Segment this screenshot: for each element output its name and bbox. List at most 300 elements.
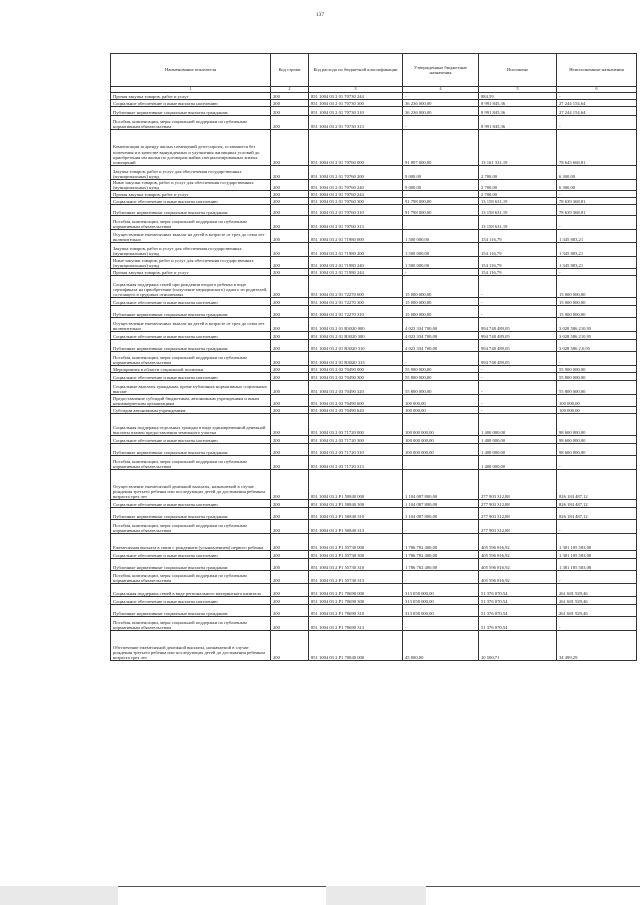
row-line-code: 200 bbox=[271, 340, 309, 352]
row-unexecuted: - bbox=[557, 216, 637, 230]
row-approved: 55 800 000,00 bbox=[403, 381, 479, 395]
row-approved: - bbox=[403, 617, 479, 631]
row-budget-code: 851 1004 03 2 03 71720 310 bbox=[309, 444, 403, 456]
row-line-code: 200 bbox=[271, 520, 309, 534]
row-executed: 8 991 845,36 bbox=[479, 100, 557, 107]
row-budget-code: 851 1004 03 2 P1 70690 313 bbox=[309, 617, 403, 631]
row-line-code: 200 bbox=[271, 130, 309, 166]
row-budget-code: 851 1004 03 2 03 70490 000 bbox=[309, 366, 403, 373]
row-name: Компенсация за аренду жилых помещений дети-сироты, оставшиеся без попечения и в качестве вынужденных и улучшения жилищных условий до приобретения им жилья по договорам найма специализированных жилых помещений bbox=[111, 130, 271, 166]
row-line-code: 200 bbox=[271, 456, 309, 470]
row-executed: 2 700,00 bbox=[479, 191, 557, 198]
row-budget-code: 851 1004 03 2 03 70490 300 bbox=[309, 373, 403, 381]
row-approved: 9 000,00 bbox=[403, 180, 479, 191]
table-row bbox=[111, 93, 637, 100]
row-name: Социальное обеспечение и иные выплаты населению bbox=[111, 500, 271, 508]
row-unexecuted: - bbox=[557, 116, 637, 130]
row-unexecuted: 27 244 154,64 bbox=[557, 107, 637, 116]
row-name: Прочая закупка товаров, работ и услуг bbox=[111, 269, 271, 276]
row-budget-code: 851 1004 03 2 P1 55730 313 bbox=[309, 571, 403, 584]
row-budget-code: 851 1004 03 2 P1 50840 000 bbox=[309, 470, 403, 500]
table-row bbox=[111, 551, 637, 559]
row-executed: 994 748 489,05 bbox=[479, 352, 557, 366]
table-row bbox=[111, 617, 637, 631]
row-line-code: 200 bbox=[271, 298, 309, 306]
header-executed: Исполнено bbox=[479, 54, 557, 87]
row-approved: - bbox=[403, 93, 479, 100]
row-approved: - bbox=[403, 216, 479, 230]
row-executed: - bbox=[479, 381, 557, 395]
table-row bbox=[111, 257, 637, 269]
row-approved: 91 807 000,00 bbox=[403, 130, 479, 166]
row-name: Публичные нормативные социальные выплаты гражданам bbox=[111, 444, 271, 456]
header-unexecuted: Неисполненные назначения bbox=[557, 54, 637, 87]
row-name: Прочая закупка товаров, работ и услуг bbox=[111, 93, 271, 100]
row-approved: - bbox=[403, 191, 479, 198]
row-executed: 51 376 070,54 bbox=[479, 584, 557, 597]
row-line-code: 200 bbox=[271, 243, 309, 257]
row-executed: 154 116,79 bbox=[479, 257, 557, 269]
row-name: Социальное обеспечение и иные выплаты населению bbox=[111, 332, 271, 340]
row-unexecuted: 3 028 586 2,0,95 bbox=[557, 340, 637, 352]
row-unexecuted: 78 639 368,81 bbox=[557, 205, 637, 216]
row-unexecuted: - bbox=[557, 191, 637, 198]
table-row bbox=[111, 470, 637, 500]
row-name: Прочая закупка товаров, работ и услуг bbox=[111, 191, 271, 198]
row-line-code: 200 bbox=[271, 381, 309, 395]
row-line-code: 200 bbox=[271, 205, 309, 216]
header-budget-code: Код расхода по бюджетной классификации bbox=[309, 54, 403, 87]
row-executed: 277 903 312,88 bbox=[479, 508, 557, 520]
column-number: 3 bbox=[309, 87, 403, 93]
row-budget-code: 851 1004 03 2 P1 70690 310 bbox=[309, 605, 403, 617]
row-name: Пособия, компенсации, меры социальной поддержки по публичным нормативным обязательствам bbox=[111, 520, 271, 534]
row-name: Социальное обеспечение и иные выплаты населению bbox=[111, 436, 271, 444]
row-executed: 10 500,71 bbox=[479, 631, 557, 661]
row-executed: 13 161 331,19 bbox=[479, 130, 557, 166]
table-row bbox=[111, 534, 637, 551]
row-approved: 313 058 000,00 bbox=[403, 584, 479, 597]
row-unexecuted: 826 184 487,12 bbox=[557, 500, 637, 508]
row-executed: 994 748 489,05 bbox=[479, 332, 557, 340]
row-name: Социальная поддержка семей при рождении второго ребенка в виде сертификата на приобретение (получение медицинского) одного из родителей, состоящего в трудовых отношениях bbox=[111, 276, 271, 298]
row-budget-code: 851 1004 03 2 01 72270 310 bbox=[309, 306, 403, 318]
row-budget-code: 851 1004 03 2 P1 55730 310 bbox=[309, 559, 403, 571]
row-name: Социальное обеспечение и иные выплаты населению bbox=[111, 373, 271, 381]
row-executed: 8 991 845,36 bbox=[479, 107, 557, 116]
row-approved: 1 500 000,00 bbox=[403, 230, 479, 243]
row-executed: 277 903 312,88 bbox=[479, 500, 557, 508]
row-unexecuted: 27 244 154,64 bbox=[557, 100, 637, 107]
row-executed: 1 400 000,00 bbox=[479, 444, 557, 456]
row-line-code: 200 bbox=[271, 605, 309, 617]
table-row bbox=[111, 373, 637, 381]
row-name: Иные закупки товаров, работ и услуг для обеспечения государственных (муниципальных) нужд bbox=[111, 180, 271, 191]
row-executed: 405 596 816,92 bbox=[479, 551, 557, 559]
row-budget-code: 851 1004 03 2 01 71980 200 bbox=[309, 243, 403, 257]
row-line-code: 200 bbox=[271, 414, 309, 436]
row-executed: 13 158 631,19 bbox=[479, 205, 557, 216]
row-executed: - bbox=[479, 366, 557, 373]
row-line-code: 200 bbox=[271, 366, 309, 373]
row-approved: 1 786 782 400,00 bbox=[403, 534, 479, 551]
table-row bbox=[111, 243, 637, 257]
row-budget-code: 851 1004 03 2 01 70730 310 bbox=[309, 107, 403, 116]
table-row bbox=[111, 571, 637, 584]
row-approved: 55 800 000,00 bbox=[403, 373, 479, 381]
row-executed: 277 903 312,88 bbox=[479, 470, 557, 500]
row-budget-code: 851 1004 03 2 P1 55730 300 bbox=[309, 551, 403, 559]
row-line-code: 200 bbox=[271, 230, 309, 243]
table-row bbox=[111, 130, 637, 166]
row-budget-code: 851 1004 03 2 01 70760 200 bbox=[309, 166, 403, 180]
row-line-code: 200 bbox=[271, 318, 309, 332]
row-unexecuted: 1 345 883,21 bbox=[557, 257, 637, 269]
row-unexecuted: 55 900 000,00 bbox=[557, 366, 637, 373]
row-approved: 36 236 000,00 bbox=[403, 100, 479, 107]
row-name: Пособия, компенсации, меры социальной поддержки по публичным нормативным обязательствам bbox=[111, 116, 271, 130]
row-executed: 994 748 489,05 bbox=[479, 318, 557, 332]
row-name: Социальное обеспечение и иные выплаты населению bbox=[111, 100, 271, 107]
row-unexecuted: 55 800 000,00 bbox=[557, 373, 637, 381]
row-name: Пособия, компенсации, меры социальной поддержки по публичным нормативным обязательствам bbox=[111, 571, 271, 584]
row-line-code: 200 bbox=[271, 534, 309, 551]
table-row bbox=[111, 166, 637, 180]
row-budget-code: 851 1004 03 2 01 70760 313 bbox=[309, 216, 403, 230]
row-line-code: 200 bbox=[271, 617, 309, 631]
table-row bbox=[111, 559, 637, 571]
row-approved: 100 000 000,00 bbox=[403, 414, 479, 436]
column-number: 6 bbox=[557, 87, 637, 93]
row-budget-code: 851 1004 03 2 01 72270 300 bbox=[309, 298, 403, 306]
row-line-code: 200 bbox=[271, 571, 309, 584]
row-name: Публичные нормативные социальные выплаты гражданам bbox=[111, 107, 271, 116]
row-unexecuted: 6 300,00 bbox=[557, 166, 637, 180]
table-row bbox=[111, 366, 637, 373]
row-unexecuted: 15 000 000,00 bbox=[557, 306, 637, 318]
row-line-code: 200 bbox=[271, 444, 309, 456]
row-executed: 1 400 000,00 bbox=[479, 456, 557, 470]
row-unexecuted: 98 600 000,00 bbox=[557, 414, 637, 436]
row-approved: 313 058 000,00 bbox=[403, 605, 479, 617]
table-row bbox=[111, 298, 637, 306]
row-line-code: 200 bbox=[271, 269, 309, 276]
row-approved: 4 023 334 700,00 bbox=[403, 318, 479, 332]
table-row bbox=[111, 230, 637, 243]
row-executed: 884,59 bbox=[479, 93, 557, 100]
row-unexecuted: 34 499,29 bbox=[557, 631, 637, 661]
row-approved: 1 500 000,00 bbox=[403, 257, 479, 269]
row-line-code: 200 bbox=[271, 395, 309, 407]
row-budget-code: 851 1004 03 2 01 72270 000 bbox=[309, 276, 403, 298]
row-unexecuted: - bbox=[557, 269, 637, 276]
row-name: Обеспечение ежемесячной денежной выплаты, назначаемой в случае рождения третьего ребенка или последующих детей до достижения ребенком возраста трех лет bbox=[111, 631, 271, 661]
table-row bbox=[111, 395, 637, 407]
table-row bbox=[111, 407, 637, 414]
row-name: Публичные нормативные социальные выплаты гражданам bbox=[111, 605, 271, 617]
row-budget-code: 851 1004 03 2 01 R3020 300 bbox=[309, 332, 403, 340]
row-budget-code: 851 1004 03 2 01 R3020 000 bbox=[309, 318, 403, 332]
row-line-code: 200 bbox=[271, 116, 309, 130]
row-name: Социальная поддержка отдельных граждан в виде единовременной денежной выплаты взамен предоставления земельного участка bbox=[111, 414, 271, 436]
row-name: Иные закупки товаров, работ и услуг для обеспечения государственных (муниципальных) нужд bbox=[111, 257, 271, 269]
table-row bbox=[111, 436, 637, 444]
row-approved: 313 058 000,00 bbox=[403, 597, 479, 605]
row-approved: 45 000,00 bbox=[403, 631, 479, 661]
row-approved: 1 786 782 400,00 bbox=[403, 559, 479, 571]
row-unexecuted: 78 645 668,81 bbox=[557, 130, 637, 166]
footer-scan-shade-right bbox=[326, 886, 426, 905]
row-line-code: 200 bbox=[271, 559, 309, 571]
row-budget-code: 851 1004 03 2 01 R3020 313 bbox=[309, 352, 403, 366]
table-row bbox=[111, 605, 637, 617]
row-executed: 2 700,00 bbox=[479, 166, 557, 180]
row-unexecuted: 826 184 487,12 bbox=[557, 508, 637, 520]
row-name: Предоставление субсидий бюджетным, автономным учреждениям и иным некоммерческим организациям bbox=[111, 395, 271, 407]
row-name: Социальное обеспечение и иные выплаты населению bbox=[111, 198, 271, 205]
row-unexecuted: - bbox=[557, 571, 637, 584]
table-row bbox=[111, 352, 637, 366]
row-budget-code: 851 1004 03 2 01 70760 310 bbox=[309, 205, 403, 216]
table-row bbox=[111, 500, 637, 508]
row-executed: - bbox=[479, 276, 557, 298]
row-name: Социальное обеспечение и иные выплаты населению bbox=[111, 551, 271, 559]
row-budget-code: 851 1004 03 2 03 71720 300 bbox=[309, 436, 403, 444]
row-approved: 100 000,00 bbox=[403, 395, 479, 407]
row-unexecuted: 261 681 929,46 bbox=[557, 605, 637, 617]
row-budget-code: 851 1004 03 2 03 71720 000 bbox=[309, 414, 403, 436]
row-name: Пособия, компенсации, меры социальной поддержки по публичным нормативным обязательствам bbox=[111, 456, 271, 470]
row-unexecuted: 3 028 586 210,95 bbox=[557, 332, 637, 340]
row-line-code: 200 bbox=[271, 107, 309, 116]
table-row bbox=[111, 508, 637, 520]
row-executed: 994 748 489,05 bbox=[479, 340, 557, 352]
table-row bbox=[111, 584, 637, 597]
row-name: Осуществление ежемесячной денежной выплаты, назначаемой в случае рождения третьего ребенка или последующих детей до достижения ребенком возраста трех лет bbox=[111, 470, 271, 500]
row-budget-code: 851 1004 03 2 01 70760 300 bbox=[309, 198, 403, 205]
row-line-code: 200 bbox=[271, 216, 309, 230]
table-row bbox=[111, 306, 637, 318]
row-line-code: 200 bbox=[271, 180, 309, 191]
row-executed: - bbox=[479, 407, 557, 414]
row-budget-code: 851 1004 03 2 03 70490 320 bbox=[309, 381, 403, 395]
row-budget-code: 851 1004 03 2 03 70490 620 bbox=[309, 407, 403, 414]
row-budget-code: 851 1004 03 2 01 70730 313 bbox=[309, 116, 403, 130]
row-executed: 13 158 631,19 bbox=[479, 216, 557, 230]
row-approved: 15 000 000,00 bbox=[403, 306, 479, 318]
row-name: Публичные нормативные социальные выплаты гражданам bbox=[111, 508, 271, 520]
row-executed: - bbox=[479, 306, 557, 318]
row-approved: 9 000,00 bbox=[403, 166, 479, 180]
row-line-code: 200 bbox=[271, 198, 309, 205]
row-budget-code: 851 1004 03 2 P1 50840 300 bbox=[309, 500, 403, 508]
row-budget-code: 851 1004 03 2 01 R3020 310 bbox=[309, 340, 403, 352]
row-name: Публичные нормативные социальные выплаты гражданам bbox=[111, 559, 271, 571]
row-unexecuted: - bbox=[557, 456, 637, 470]
row-line-code: 200 bbox=[271, 597, 309, 605]
row-approved: - bbox=[403, 352, 479, 366]
column-number: 4 bbox=[403, 87, 479, 93]
row-unexecuted: 1 345 883,21 bbox=[557, 230, 637, 243]
row-line-code: 200 bbox=[271, 584, 309, 597]
row-name: Публичные нормативные социальные выплаты гражданам bbox=[111, 340, 271, 352]
row-line-code: 200 bbox=[271, 93, 309, 100]
row-line-code: 200 bbox=[271, 166, 309, 180]
table-header-row bbox=[111, 54, 637, 87]
page-number: 137 bbox=[315, 12, 325, 18]
row-line-code: 200 bbox=[271, 631, 309, 661]
row-budget-code: 851 1004 03 2 01 71980 240 bbox=[309, 257, 403, 269]
row-budget-code: 851 1004 03 2 01 70760 000 bbox=[309, 130, 403, 166]
row-executed: 154 116,79 bbox=[479, 243, 557, 257]
row-budget-code: 851 1004 03 2 P1 50840 313 bbox=[309, 520, 403, 534]
row-approved: 1 104 087 800,00 bbox=[403, 508, 479, 520]
row-name: Социальная поддержка семей в виде регионального материнского капитала bbox=[111, 584, 271, 597]
row-executed: 154 116,79 bbox=[479, 230, 557, 243]
row-line-code: 200 bbox=[271, 332, 309, 340]
row-name: Субсидии автономным учреждениям bbox=[111, 407, 271, 414]
row-unexecuted: 6 300,00 bbox=[557, 180, 637, 191]
table-row bbox=[111, 414, 637, 436]
row-line-code: 200 bbox=[271, 500, 309, 508]
row-budget-code: 851 1004 03 2 P1 70690 300 bbox=[309, 597, 403, 605]
column-number: 2 bbox=[271, 87, 309, 93]
row-line-code: 200 bbox=[271, 436, 309, 444]
row-budget-code: 851 1004 03 2 01 70730 300 bbox=[309, 100, 403, 107]
row-name: Ежемесячная выплата в связи с рождением (усыновлением) первого ребенка bbox=[111, 534, 271, 551]
row-approved: 100 000,00 bbox=[403, 407, 479, 414]
row-executed: 1 400 000,00 bbox=[479, 436, 557, 444]
row-approved: - bbox=[403, 520, 479, 534]
row-line-code: 200 bbox=[271, 306, 309, 318]
row-approved: 55 900 000,00 bbox=[403, 366, 479, 373]
row-line-code: 200 bbox=[271, 508, 309, 520]
table-row bbox=[111, 116, 637, 130]
row-name: Закупка товаров, работ и услуг для обеспечения государственных (муниципальных) нужд bbox=[111, 243, 271, 257]
row-name: Пособия, компенсации, меры социальной поддержки по публичным нормативным обязательствам bbox=[111, 216, 271, 230]
header-line-code: Код строки bbox=[271, 54, 309, 87]
row-approved: 15 000 000,00 bbox=[403, 298, 479, 306]
row-approved: - bbox=[403, 456, 479, 470]
table-row bbox=[111, 198, 637, 205]
row-executed: - bbox=[479, 298, 557, 306]
header-approved: Утвержденные бюджетные назначения bbox=[403, 54, 479, 87]
column-number: 5 bbox=[479, 87, 557, 93]
row-name: Мероприятия в области социальной политики bbox=[111, 366, 271, 373]
row-approved: - bbox=[403, 571, 479, 584]
table-row bbox=[111, 107, 637, 116]
row-approved: 36 236 000,00 bbox=[403, 107, 479, 116]
table-row bbox=[111, 269, 637, 276]
row-unexecuted: 15 000 000,00 bbox=[557, 298, 637, 306]
row-unexecuted: - bbox=[557, 352, 637, 366]
row-unexecuted: 1 345 883,21 bbox=[557, 243, 637, 257]
column-number: 1 bbox=[111, 87, 271, 93]
row-unexecuted: - bbox=[557, 617, 637, 631]
row-approved: 91 798 000,00 bbox=[403, 205, 479, 216]
row-name: Закупка товаров, работ и услуг для обеспечения государственных (муниципальных) нужд bbox=[111, 166, 271, 180]
row-name: Пособия, компенсации, меры социальной поддержки по публичным нормативным обязательствам bbox=[111, 617, 271, 631]
row-unexecuted: 78 639 368,81 bbox=[557, 198, 637, 205]
row-name: Социальные выплаты гражданам, кроме публичных нормативных социальных выплат bbox=[111, 381, 271, 395]
table-body bbox=[111, 93, 637, 661]
row-unexecuted: 55 800 000,00 bbox=[557, 381, 637, 395]
row-approved: 91 798 000,00 bbox=[403, 198, 479, 205]
row-name: Осуществление ежемесячных выплат на детей в возрасте от трех до семи лет включительно bbox=[111, 230, 271, 243]
row-line-code: 200 bbox=[271, 407, 309, 414]
table-row bbox=[111, 631, 637, 661]
row-budget-code: 851 1004 03 2 01 71980 244 bbox=[309, 269, 403, 276]
row-executed: 405 596 816,92 bbox=[479, 534, 557, 551]
row-name: Социальное обеспечение и иные выплаты населению bbox=[111, 597, 271, 605]
table-row bbox=[111, 276, 637, 298]
row-approved: 1 500 000,00 bbox=[403, 243, 479, 257]
row-budget-code: 851 1004 03 2 01 70760 244 bbox=[309, 191, 403, 198]
table-row bbox=[111, 180, 637, 191]
row-executed: 51 376 070,54 bbox=[479, 617, 557, 631]
row-unexecuted: - bbox=[557, 93, 637, 100]
table-row bbox=[111, 216, 637, 230]
row-unexecuted: 1 381 185 583,08 bbox=[557, 534, 637, 551]
row-budget-code: 851 1004 03 2 P1 70840 000 bbox=[309, 631, 403, 661]
table-row bbox=[111, 100, 637, 107]
table-row bbox=[111, 332, 637, 340]
row-name: Пособия, компенсации, меры социальной поддержки по публичным нормативным обязательствам bbox=[111, 352, 271, 366]
row-line-code: 200 bbox=[271, 100, 309, 107]
row-executed: 2 700,00 bbox=[479, 180, 557, 191]
row-budget-code: 851 1004 03 2 P1 55730 000 bbox=[309, 534, 403, 551]
row-executed: 13 158 631,19 bbox=[479, 198, 557, 205]
table-row bbox=[111, 318, 637, 332]
row-budget-code: 851 1004 03 2 03 70490 600 bbox=[309, 395, 403, 407]
row-line-code: 200 bbox=[271, 257, 309, 269]
row-name: Публичные нормативные социальные выплаты гражданам bbox=[111, 205, 271, 216]
row-approved: 100 000 000,00 bbox=[403, 444, 479, 456]
row-line-code: 200 bbox=[271, 276, 309, 298]
row-line-code: 200 bbox=[271, 373, 309, 381]
row-budget-code: 851 1004 03 2 01 70730 244 bbox=[309, 93, 403, 100]
row-approved: 1 104 087 800,00 bbox=[403, 500, 479, 508]
row-name: Публичные нормативные социальные выплаты гражданам bbox=[111, 306, 271, 318]
row-name: Социальное обеспечение и иные выплаты населению bbox=[111, 298, 271, 306]
row-unexecuted: - bbox=[557, 520, 637, 534]
row-budget-code: 851 1004 03 2 P1 70690 000 bbox=[309, 584, 403, 597]
table-row bbox=[111, 191, 637, 198]
row-executed: 51 376 070,54 bbox=[479, 597, 557, 605]
table-row bbox=[111, 340, 637, 352]
row-unexecuted: 261 681 929,46 bbox=[557, 584, 637, 597]
row-approved: 1 786 782 400,00 bbox=[403, 551, 479, 559]
row-executed: 8 991 845,36 bbox=[479, 116, 557, 130]
row-name: Осуществление ежемесячных выплат на детей в возрасте от трех до семи лет включительно bbox=[111, 318, 271, 332]
row-approved: 1 104 087 800,00 bbox=[403, 470, 479, 500]
row-approved: - bbox=[403, 116, 479, 130]
row-unexecuted: 98 600 000,00 bbox=[557, 436, 637, 444]
row-budget-code: 851 1004 03 2 01 71980 000 bbox=[309, 230, 403, 243]
table-row bbox=[111, 205, 637, 216]
header-indicator-name: Наименование показателя bbox=[111, 54, 271, 87]
row-executed: 405 596 816,92 bbox=[479, 559, 557, 571]
row-unexecuted: 15 000 000,00 bbox=[557, 276, 637, 298]
row-executed: 277 903 312,88 bbox=[479, 520, 557, 534]
row-approved: - bbox=[403, 269, 479, 276]
row-executed: 405 596 816,92 bbox=[479, 571, 557, 584]
row-unexecuted: 98 600 000,00 bbox=[557, 444, 637, 456]
row-executed: - bbox=[479, 395, 557, 407]
row-unexecuted: 261 681 929,46 bbox=[557, 597, 637, 605]
budget-execution-table bbox=[110, 53, 637, 661]
row-executed: 51 376 070,54 bbox=[479, 605, 557, 617]
